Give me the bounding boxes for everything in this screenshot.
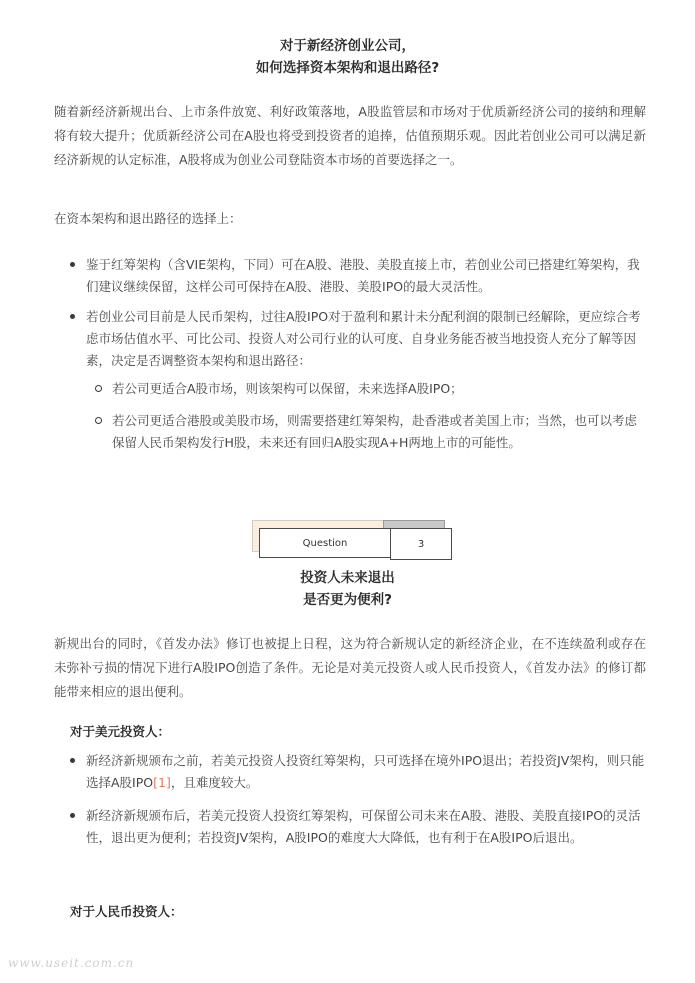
list-item: 鉴于红筹架构（含VIE架构，下同）可在A股、港股、美股直接上市，若创业公司已搭建红筹架构，我们建议继续保留，这样公司可保持在A股、港股、美股IPO的最大灵活性。 — [86, 254, 646, 298]
question-badge — [250, 518, 455, 562]
footnote-link[interactable]: [1] — [153, 775, 171, 790]
question-number: 3 — [390, 528, 452, 560]
intro-paragraph: 随着新经济新规出台、上市条件放宽、利好政策落地，A股监管层和市场对于优质新经济公司的接纳和理解将有较大提升；优质新经济公司在A股也将受到投资者的追捧，估值预期乐观。因此若创业公司可以满足新经济新规的认定标准，A股将成为创业公司登陆资本市场的首要选择之一。 — [54, 104, 646, 167]
usd-investor-heading: 对于美元投资人： — [70, 724, 171, 739]
list-item: 若创业公司目前是人民币架构，过往A股IPO对于盈利和累计未分配利润的限制已经解除，更应综合考虑市场估值水平、可比公司、投资人对公司行业的认可度、自身业务能否被当地投资人充分了解等因素，决定是否调整资本架构和退出路径： — [86, 306, 646, 372]
sub-list-item: 若公司更适合港股或美股市场，则需要搭建红筹架构，赴香港或者美国上市；当然，也可以考虑保留人民币架构发行H股，未来还有回归A股实现A+H两地上市的可能性。 — [112, 410, 642, 454]
intro-lead: 在资本架构和退出路径的选择上： — [54, 211, 242, 226]
usd-bullet1-text: 新经济新规颁布之前，若美元投资人投资红筹架构，只可选择在境外IPO退出；若投资JV架构，则只能选择A股IPO — [86, 753, 645, 790]
question-title-line2: 是否更为便利? — [303, 592, 392, 608]
section-title-line2: 如何选择资本架构和退出路径? — [255, 60, 440, 76]
rmb-investor-heading: 对于人民币投资人： — [70, 904, 183, 919]
section-title-line1: 对于新经济创业公司， — [280, 38, 415, 54]
list-item: 新经济新规颁布后，若美元投资人投资红筹架构，可保留公司未来在A股、港股、美股直接IPO的灵活性，退出更为便利；若投资JV架构，A股IPO的难度大大降低，也有利于在A股IPO后退出。 — [86, 805, 646, 849]
question-title-line1: 投资人未来退出 — [300, 570, 395, 586]
sub-list-item: 若公司更适合A股市场，则该架构可以保留，未来选择A股IPO； — [112, 378, 642, 400]
watermark: www.useit.com.cn — [8, 956, 135, 970]
list-item — [86, 750, 646, 794]
usd-bullet1-tail: ，且难度较大。 — [170, 775, 259, 790]
section2-paragraph: 新规出台的同时，《首发办法》修订也被提上日程，这为符合新规认定的新经济企业，在不连续盈利或存在未弥补亏损的情况下进行A股IPO创造了条件。无论是对美元投资人或人民币投资人，《首发办法》的修订都能带来相应的退出便利。 — [54, 636, 646, 699]
question-label: Question — [259, 528, 391, 558]
